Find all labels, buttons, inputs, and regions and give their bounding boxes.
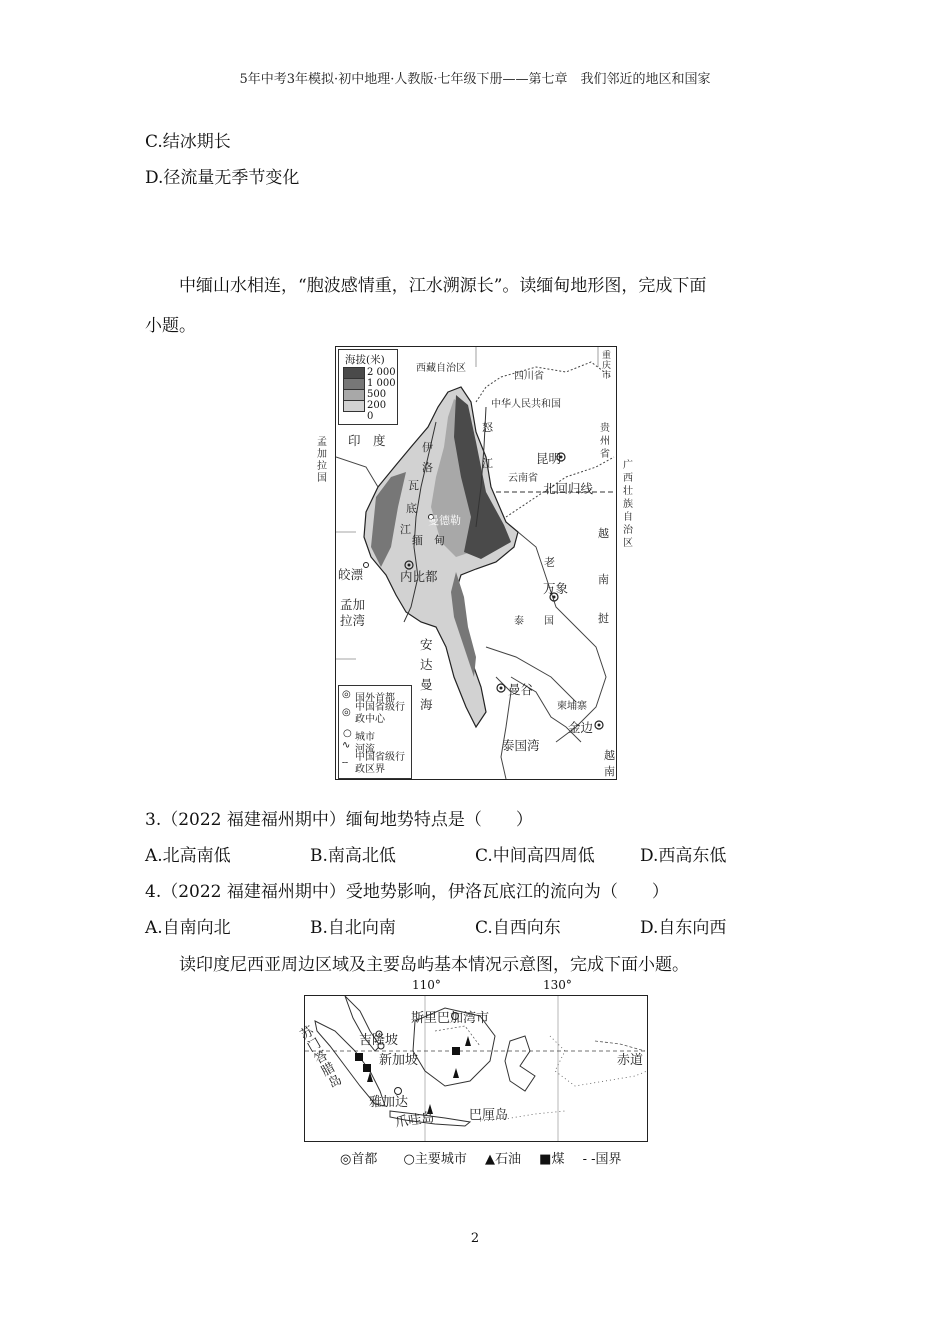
symbol-legend xyxy=(338,685,412,779)
label-sichuan: 四川省 xyxy=(514,371,544,382)
elevation-level-label: 2 000 xyxy=(367,367,396,378)
label-andaman-sea: 安达曼海 xyxy=(420,637,433,712)
longitude-130-label: 130° xyxy=(543,978,572,992)
myanmar-topographic-map xyxy=(317,346,633,780)
legend-provincial-center: 中国省级行政中心 xyxy=(355,702,405,725)
option-d-prev: D.径流量无季节变化 xyxy=(145,168,300,188)
elevation-level-label: 500 xyxy=(367,389,387,400)
label-thailand: 泰 国 xyxy=(514,616,554,627)
map2-legend xyxy=(340,1148,622,1167)
label-bali: 巴厘岛 xyxy=(469,1108,509,1123)
label-myanmar: 缅 甸 xyxy=(412,534,445,547)
label-chongqing: 重庆市 xyxy=(602,351,612,381)
label-luo: 洛 xyxy=(422,461,433,474)
page-header: 5年中考3年模拟·初中地理·人教版·七年级下册——第七章 我们邻近的地区和国家 xyxy=(239,72,711,87)
question-4-option-d[interactable]: D.自东向西 xyxy=(640,918,727,938)
label-guizhou: 贵州省 xyxy=(600,423,610,460)
label-tropic-of-cancer: 北回归线 xyxy=(543,481,594,496)
label-jakarta: 雅加达 xyxy=(369,1095,409,1110)
question-3-stem: 3.（2022 福建福州期中）缅甸地势特点是（ ） xyxy=(145,810,533,830)
elevation-legend-title: 海拔(米) xyxy=(345,354,385,366)
legend-city-icon: ○ xyxy=(343,728,352,739)
capital-legend-icon: ◎ xyxy=(340,1152,352,1167)
intro-paragraph-2: 读印度尼西亚周边区域及主要岛屿基本情况示意图，完成下面小题。 xyxy=(179,955,689,975)
coal-symbol xyxy=(452,1047,460,1055)
label-mandalay: 曼德勒 xyxy=(428,514,461,527)
question-4-option-c[interactable]: C.自西向东 xyxy=(475,918,561,938)
label-singapore: 新加坡 xyxy=(379,1053,419,1068)
label-vietnam-south: 越 xyxy=(604,749,615,762)
label-prc: 中华人民共和国 xyxy=(491,399,561,410)
elevation-level-label: 0 xyxy=(367,411,374,422)
label-laos-wo: 挝 xyxy=(598,612,609,625)
label-yi-jiang: 江 xyxy=(400,523,411,536)
label-nu: 怒 xyxy=(482,421,493,434)
intro-paragraph-line2: 小题。 xyxy=(145,316,196,336)
legend-river: 河流 xyxy=(355,744,375,755)
myanmar-shape xyxy=(364,387,518,727)
sittwe-marker xyxy=(364,563,369,568)
elevation-legend xyxy=(338,349,398,425)
phnompenh-marker-dot xyxy=(598,724,601,727)
question-4-option-b[interactable]: B.自北向南 xyxy=(310,918,396,938)
elevation-level-label: 200 xyxy=(367,400,387,411)
border-legend-icon: - - xyxy=(582,1152,596,1167)
city-legend-icon: ○ xyxy=(403,1152,415,1167)
city-legend-label: 主要城市 xyxy=(414,1152,467,1167)
page-number: 2 xyxy=(470,1231,480,1246)
label-vietnam-north: 越 xyxy=(598,527,609,540)
oil-legend-icon: ▲ xyxy=(485,1152,495,1167)
label-xizang: 西藏自治区 xyxy=(416,363,466,374)
label-cambodia: 柬埔寨 xyxy=(557,701,587,712)
coal-legend-label: 煤 xyxy=(551,1152,565,1167)
legend-river-icon: ∿ xyxy=(342,740,351,751)
label-naypyidaw: 内比都 xyxy=(400,569,438,584)
legend-provincial-boundary: 中国省级行政区界 xyxy=(355,752,405,775)
label-kualalumpur: 吉隆坡 xyxy=(359,1033,399,1048)
label-equator: 赤道 xyxy=(617,1053,644,1068)
label-java: 爪哇岛 xyxy=(394,1110,436,1131)
label-vietnam-south-nan: 南 xyxy=(604,765,615,778)
capital-legend-label: 首都 xyxy=(351,1152,378,1167)
label-sittwe: 皎漂 xyxy=(338,567,364,582)
label-yi: 伊 xyxy=(422,441,433,454)
label-wa: 瓦 xyxy=(408,479,419,492)
label-bay-of-bengal: 孟加拉湾 xyxy=(340,597,366,628)
label-laos: 老 xyxy=(544,556,555,569)
question-4-option-a[interactable]: A.自南向北 xyxy=(145,918,231,938)
label-guangxi: 广西壮族自治区 xyxy=(623,460,633,549)
oil-symbol xyxy=(453,1068,459,1078)
coal-legend-icon: ■ xyxy=(539,1152,552,1167)
label-vientiane: 万象 xyxy=(543,581,569,596)
india-border xyxy=(336,457,378,487)
coal-symbol xyxy=(355,1053,363,1061)
question-3-option-c[interactable]: C.中间高四周低 xyxy=(475,846,595,866)
option-c-prev: C.结冰期长 xyxy=(145,132,231,152)
legend-foreign-capital: 国外首都 xyxy=(355,693,395,704)
label-seri-begawan: 斯里巴加湾市 xyxy=(411,1011,490,1026)
longitude-110-label: 110° xyxy=(412,978,441,992)
question-3-option-a[interactable]: A.北高南低 xyxy=(145,846,231,866)
intro-paragraph-line1: 中缅山水相连，“胞波感情重，江水溯源长”。读缅甸地形图，完成下面 xyxy=(179,276,707,296)
label-bangkok: 曼谷 xyxy=(508,682,534,697)
elevation-level-label: 1 000 xyxy=(367,378,396,389)
sulawesi-outline xyxy=(505,1036,535,1091)
borneo-border xyxy=(435,1026,480,1046)
label-di: 底 xyxy=(406,502,417,515)
question-4-stem: 4.（2022 福建福州期中）受地势影响，伊洛瓦底江的流向为（ ） xyxy=(145,882,669,902)
legend-city: 城市 xyxy=(355,732,375,743)
label-sumatra: 苏门答腊岛 xyxy=(297,1023,345,1092)
border-legend-label: 国界 xyxy=(595,1152,622,1167)
legend-provincial-center-icon: ◎ xyxy=(342,707,351,718)
question-3-option-d[interactable]: D.西高东低 xyxy=(640,846,727,866)
oil-symbol xyxy=(367,1072,373,1082)
label-bangladesh: 孟加拉国 xyxy=(317,437,327,484)
label-phnompenh: 金边 xyxy=(568,720,594,735)
label-vietnam-nan: 南 xyxy=(598,573,609,586)
label-nu-jiang: 江 xyxy=(482,457,493,470)
label-yunnan: 云南省 xyxy=(508,473,538,484)
bangkok-marker-dot xyxy=(500,687,503,690)
legend-boundary-icon: ┄ xyxy=(342,758,349,769)
question-3-option-b[interactable]: B.南高北低 xyxy=(310,846,396,866)
elevation-swatch-200 xyxy=(343,400,365,412)
oil-legend-label: 石油 xyxy=(495,1152,522,1167)
coal-symbol xyxy=(363,1064,371,1072)
indonesia-region-map xyxy=(297,995,648,1142)
legend-foreign-capital-icon: ◎ xyxy=(342,689,351,700)
oil-symbol xyxy=(465,1036,471,1046)
label-kunming: 昆明 xyxy=(536,451,562,466)
label-india: 印 度 xyxy=(348,433,386,448)
label-gulf-of-thailand: 泰国湾 xyxy=(502,738,540,753)
